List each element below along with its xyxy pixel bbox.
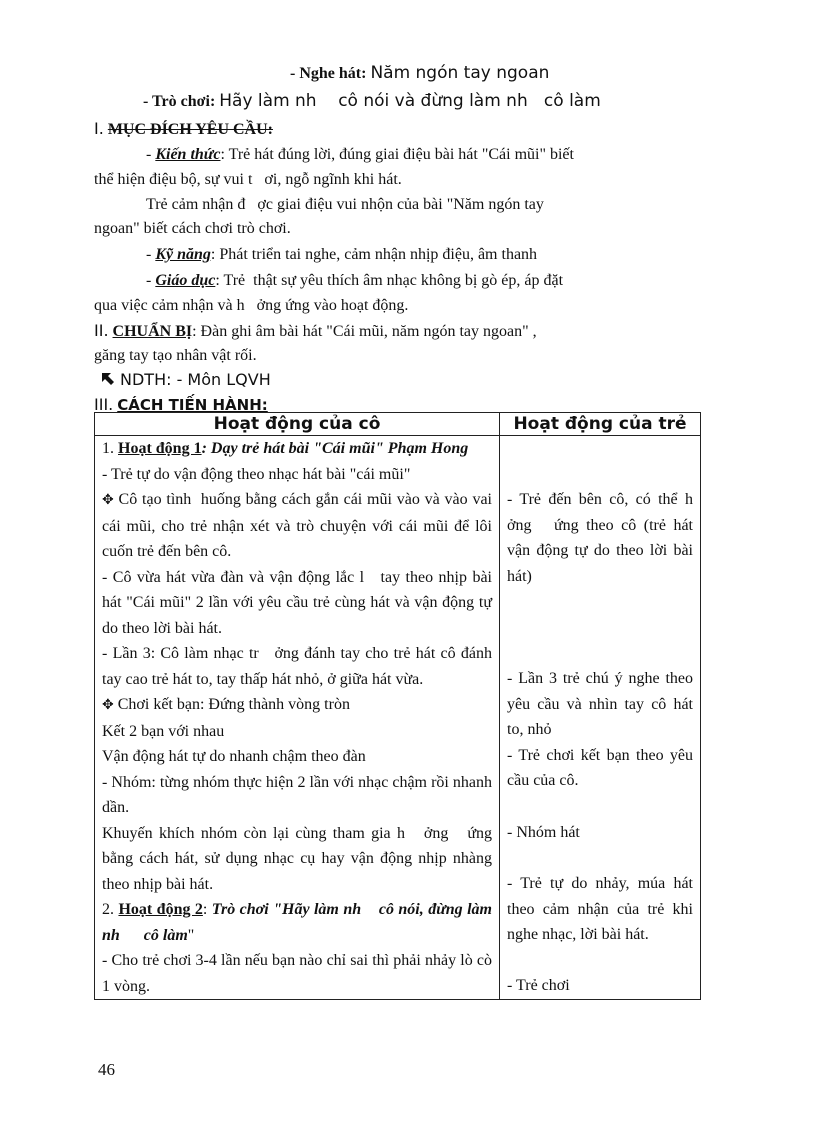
section-1-heading (94, 119, 273, 139)
kien-thuc-text: : Trẻ hát đúng lời, đúng giai điệu bài hát "Cái mũi" biết (220, 146, 574, 163)
ndth-text: NDTH: - Môn LQVH (120, 370, 271, 389)
list-item: - Lần 3 trẻ chú ý nghe theo yêu cầu và nhìn tay cô hát to, nhỏ (507, 670, 693, 738)
list-item: - Trẻ tự do nhảy, múa hát theo cảm nhận của trẻ khi nghe nhạc, lời bài hát. (507, 875, 693, 943)
section-3-title: CÁCH TIẾN HÀNH: (117, 396, 268, 414)
list-item: - Lần 3: Cô làm nhạc tr ởng đánh tay cho trẻ hát cô đánh tay cao trẻ hát to, tay thấp hát nhỏ, ở giữa hát vừa. (102, 645, 496, 688)
activity-2-quote: " (187, 926, 195, 944)
table-row (95, 436, 701, 1000)
teacher-activities-cell (95, 436, 500, 1000)
list-item-text: Cô tạo tình huống bằng cách gắn cái mũi vào và vào vai cái mũi, cho trẻ nhận xét và trò chuyện với cái mũi để lôi cuốn trẻ đến bên cô. (102, 491, 497, 560)
giao-duc-text: : Trẻ thật sự yêu thích âm nhạc không bị gò ép, áp đặt (215, 272, 564, 289)
section-2-text: : Đàn ghi âm bài hát "Cái mũi, năm ngón tay ngoan" , (192, 323, 537, 340)
paragraph-2-line: Trẻ cảm nhận đ ợc giai điệu vui nhộn của bài "Năm ngón tay (146, 196, 544, 213)
song-title-line (290, 63, 549, 83)
game-label: - Trò chơi (143, 93, 210, 110)
section-2-line-2: găng tay tạo nhân vật rối. (94, 347, 257, 364)
activity-2-heading (102, 897, 497, 948)
list-item (102, 692, 492, 719)
list-item: - Trẻ tự do vận động theo nhạc hát bài "cái mũi" (102, 465, 411, 483)
activity-1-title: : Dạy trẻ hát bài "Cái mũi" Phạm Hong (201, 440, 469, 457)
ky-nang-line: - Kỹ năng: Phát triển tai nghe, cảm nhận nhịp điệu, âm thanh (146, 246, 538, 263)
kien-thuc-line: - Kiến thức: Trẻ hát đúng lời, đúng giai điệu bài hát "Cái mũi" biết (146, 146, 574, 163)
activity-table (94, 412, 705, 1000)
diamond-bullet-icon: ✥ (102, 698, 114, 713)
giao-duc-line-2: qua việc cảm nhận và h ởng ứng vào hoạt động. (94, 297, 409, 314)
giao-duc-line: - Giáo dục: Trẻ thật sự yêu thích âm nhạc không bị gò ép, áp đặt (146, 272, 564, 289)
list-item: - Cô vừa hát vừa đàn và vận động lắc l tay theo nhịp bài hát "Cái mũi" 2 lần với yêu cầu trẻ cùng hát và vận động tự do theo lời bài hát. (102, 568, 496, 637)
activity-2-colon: : (202, 901, 212, 918)
kien-thuc-line-2: thể hiện điệu bộ, sự vui t ơi, ngỗ ngĩnh khi hát. (94, 171, 402, 188)
list-item-text: Chơi kết bạn: Đứng thành vòng tròn (117, 696, 350, 713)
list-item: Khuyến khích nhóm còn lại cùng tham gia h ởng ứng bằng cách hát, sử dụng nhạc cụ hay vận động nhịp nhàng theo nhịp bài hát. (102, 824, 496, 893)
page-number: 46 (98, 1060, 115, 1079)
game-title-line (143, 91, 601, 111)
list-item: - Nhóm: từng nhóm thực hiện 2 lần với nhạc chậm rồi nhanh dần. (102, 773, 492, 816)
giao-duc-label: Giáo dục (155, 272, 216, 289)
diamond-bullet-icon: ✥ (102, 493, 114, 508)
children-activities-cell (500, 436, 705, 1000)
song-label-colon: : (361, 65, 367, 82)
arrow-up-left-icon (100, 371, 116, 392)
ky-nang-text: : Phát triển tai nghe, cảm nhận nhịp điệu, âm thanh (210, 246, 538, 263)
game-label-colon: : (209, 93, 216, 110)
list-item: - Trẻ chơi kết bạn theo yêu cầu của cô. (507, 746, 693, 789)
section-2-number: II. (94, 321, 109, 340)
list-item: Kết 2 bạn với nhau (102, 722, 225, 740)
song-title: Năm ngón tay ngoan (370, 63, 550, 83)
activity-1-label: Hoạt động 1 (118, 440, 202, 457)
list-item: - Trẻ đến bên cô, có thể h ởng ứng theo cô (trẻ hát vận động tự do theo lời bài hát) (507, 491, 705, 585)
kien-thuc-label: Kiến thức (155, 146, 221, 163)
section-2-heading (94, 318, 537, 344)
game-title: Hãy làm nh cô nói và đừng làm nh cô làm (219, 91, 601, 111)
ky-nang-label: Kỹ năng (155, 246, 211, 263)
section-2-title: CHUẨN BỊ (112, 323, 193, 340)
list-item (102, 487, 497, 565)
list-item: - Cho trẻ chơi 3-4 lần nếu bạn nào chỉ sai thì phải nhảy lò cò 1 vòng. (102, 952, 492, 995)
list-item: - Trẻ chơi (507, 976, 570, 994)
list-item: - Nhóm hát (507, 823, 580, 841)
section-1-number: I. (94, 119, 104, 138)
ndth-line (100, 370, 271, 392)
song-label: - Nghe hát (290, 65, 362, 82)
activity-1-prefix: 1. (102, 440, 118, 457)
list-item: Vận động hát tự do nhanh chậm theo đàn (102, 748, 366, 765)
paragraph-2-line-2: ngoan" biết cách chơi trò chơi. (94, 220, 291, 237)
header-teacher: Hoạt động của cô (95, 413, 500, 436)
activity-2-label: Hoạt động 2 (118, 901, 203, 918)
table-header-row (95, 413, 701, 436)
activity-2-prefix: 2. (102, 901, 119, 918)
section-3-number: III. (94, 395, 114, 414)
header-children: Hoạt động của trẻ (500, 413, 701, 436)
activity-1-heading (102, 436, 492, 462)
activity-2-title: Trò chơi "Hãy làm nh cô nói, đừng làm nh cô làm (102, 901, 497, 944)
section-1-title: MỤC ĐÍCH YÊU CẦU: (107, 121, 273, 138)
